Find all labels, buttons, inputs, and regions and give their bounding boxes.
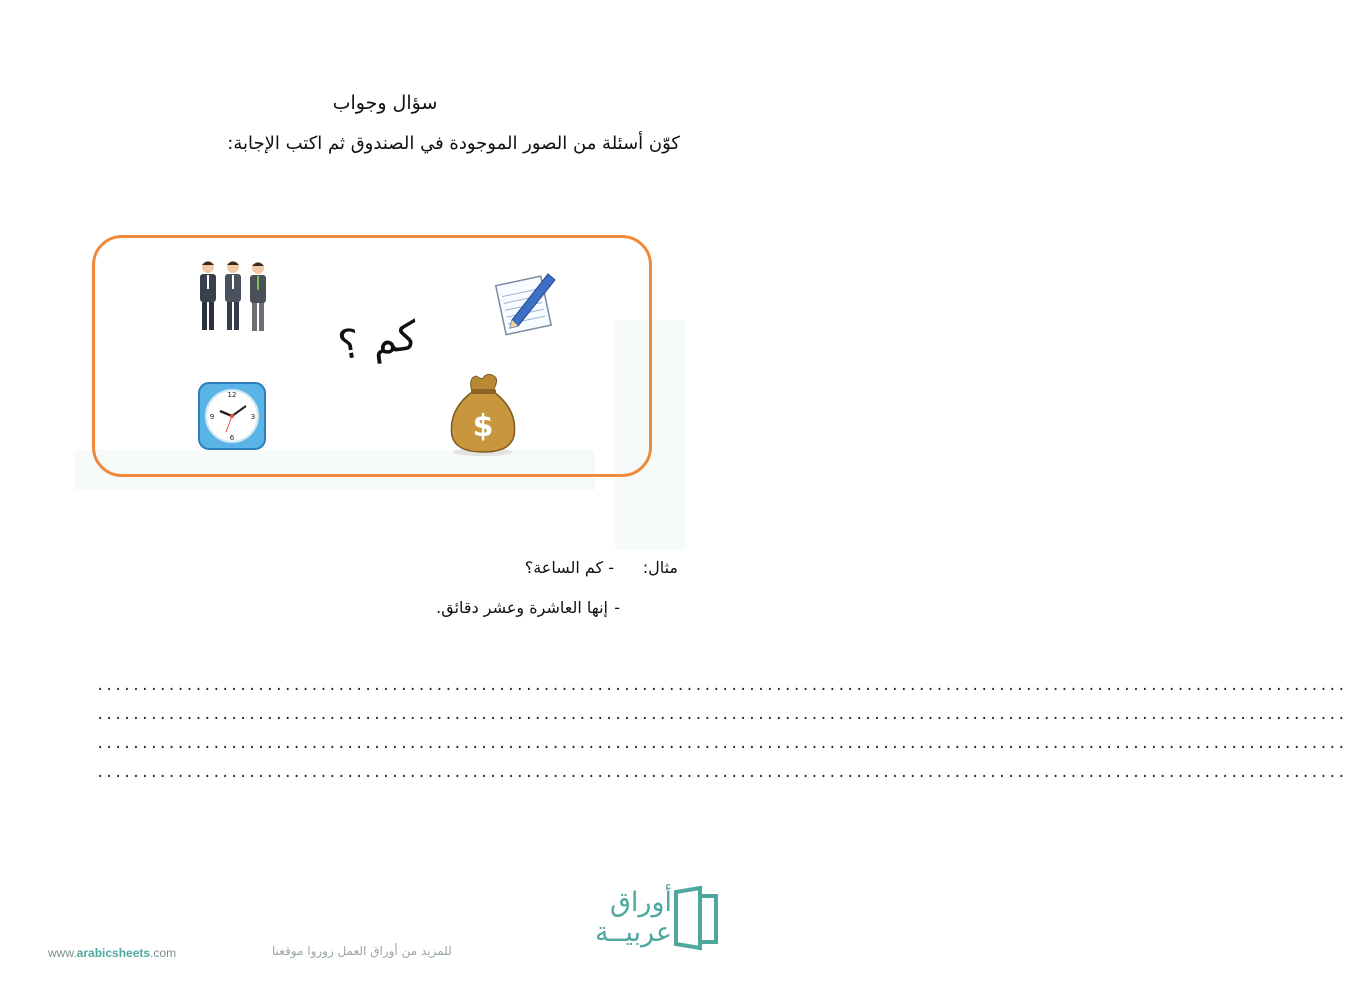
answer-line[interactable]: ............................................................................................................................................: [96, 765, 1346, 781]
example-answer: إنها العاشرة وعشر دقائق.: [436, 598, 608, 617]
brand-logo-text: [578, 888, 672, 948]
logo-line-1: أوراق: [609, 887, 672, 918]
instruction-text: كوّن أسئلة من الصور الموجودة في الصندوق ثم اكتب الإجابة:: [227, 133, 680, 154]
footer-promo-text: للمزيد من أوراق العمل زوروا موقعنا: [272, 944, 452, 958]
svg-text:9: 9: [209, 413, 215, 421]
example-label: مثال:: [642, 558, 678, 577]
svg-text:3: 3: [250, 413, 256, 421]
svg-text:$: $: [472, 409, 494, 444]
example-question: - كم الساعة؟: [524, 558, 614, 577]
answer-line[interactable]: ............................................................................................................................................: [96, 736, 1346, 752]
people-icon: [192, 258, 274, 334]
url-suffix: .com: [150, 946, 177, 960]
clock-icon: [196, 380, 268, 452]
box-center-text: كم ؟: [335, 312, 421, 370]
answer-lines: [96, 678, 1346, 794]
url-brand: arabicsheets: [76, 946, 151, 960]
book-logo-icon: [672, 886, 720, 952]
page-title: سؤال وجواب: [332, 92, 438, 114]
answer-line[interactable]: ............................................................................................................................................: [96, 678, 1346, 694]
svg-text:6: 6: [229, 434, 235, 442]
svg-text:12: 12: [227, 391, 237, 399]
footer-url[interactable]: [48, 946, 176, 960]
logo-line-2: عربيــة: [595, 917, 672, 948]
example-answer-dash: -: [614, 598, 620, 617]
answer-line[interactable]: ............................................................................................................................................: [96, 707, 1346, 723]
money-bag-icon: [446, 370, 520, 458]
url-prefix: www.: [48, 946, 77, 960]
pen-paper-icon: [490, 268, 560, 338]
